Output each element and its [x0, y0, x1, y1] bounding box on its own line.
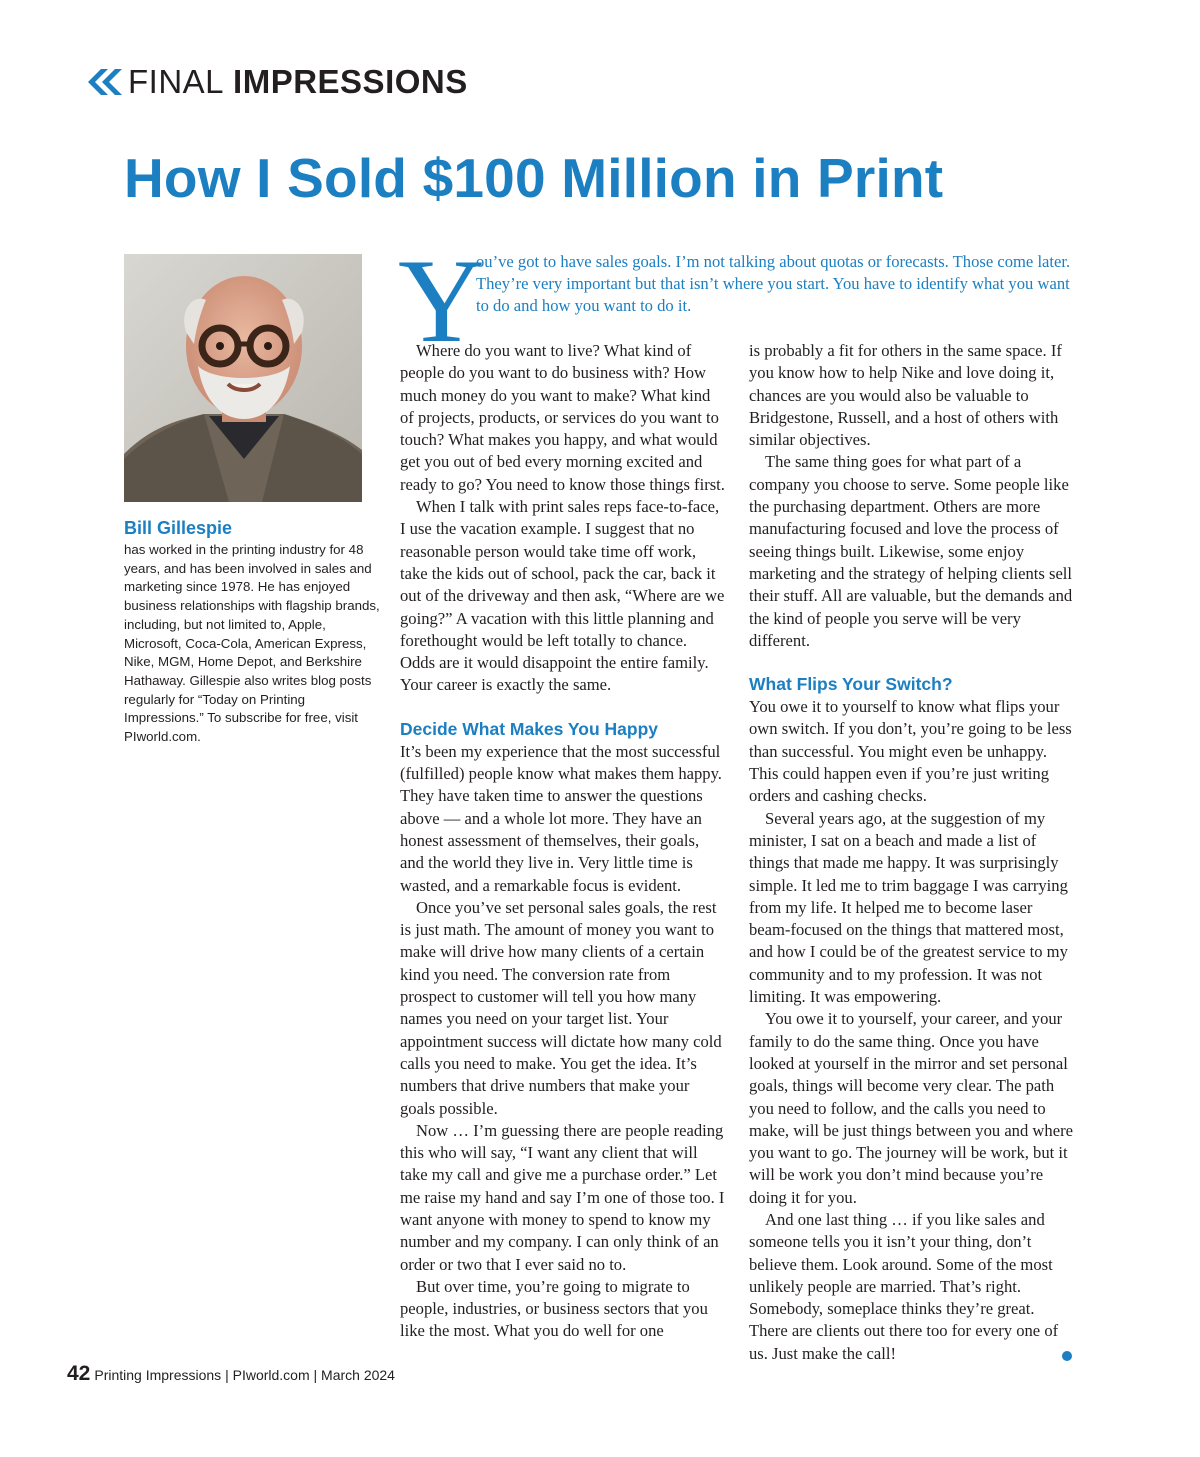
paragraph: You owe it to yourself to know what flips your own switch. If you don’t, you’re going to be less than successful. You might even be unhappy. This could happen even if you’re just writing orders and cashing checks.: [749, 697, 1072, 806]
paragraph: You owe it to yourself, your career, and your family to do the same thing. Once you have looked at yourself in the mirror and set personal goals, things will become very clear. The path you need to follow, and the calls you need to make, will be just things between you and where you want to go. The journey will be work, but it will be work you don’t mind because you’re doing it for you.: [749, 1009, 1073, 1207]
body-column-2: [749, 340, 1074, 1365]
section-label: [88, 60, 468, 104]
page-footer: [67, 1362, 395, 1386]
paragraph: is probably a fit for others in the same space. If you know how to help Nike and love doing it, chances are you would also be valuable to Bridgestone, Russell, and a host of others with similar objectives.: [749, 341, 1062, 450]
paragraph: And one last thing … if you like sales and someone tells you it isn’t your thing, don’t believe them. Look around. Some of the most unlikely people are married. That’s right. Somebody, someplace thinks they’re great. There are clients out there too for every one of us. Just make the call!: [749, 1209, 1059, 1363]
author-bio: has worked in the printing industry for 48 years, and has been involved in sales and marketing since 1978. He has enjoyed business relationships with flagship brands, including, but not limited to, Apple, Microsoft, Coca-Cola, American Express, Nike, MGM, Home Depot, and Berkshire Hathaway. Gillespie also writes blog posts regularly for “Today on Printing Impressions.” To subscribe for free, visit PIworld.com.: [124, 542, 380, 745]
section-label-light: FINAL: [128, 63, 225, 100]
double-chevron-left-icon: [88, 69, 122, 95]
paragraph: It’s been my experience that the most successful (fulfilled) people know what makes them happy. They have taken time to answer the questions above — and a whole lot more. They have an honest assessment of themselves, their goals, and the world they live in. Very little time is wasted, and a remarkable focus is evident.: [400, 741, 722, 895]
subheading: What Flips Your Switch?: [749, 674, 953, 695]
paragraph: Once you’ve set personal sales goals, the rest is just math. The amount of money you want to make will drive how many clients of a certain kind you need. The conversion rate from prospect to customer will tell you how many names you need on your target list. Your appointment success will dictate how many cold calls you need to make. You get the idea. It’s numbers that drive numbers that make your goals possible.: [400, 897, 722, 1118]
author-photo: [124, 254, 362, 502]
body-column-1: [400, 340, 725, 1343]
paragraph: Where do you want to live? What kind of people do you want to do business with? How much money do you want to make? What kind of projects, products, or services do you want to touch? What makes you happy, and what would get you out of bed every morning excited and ready to go? You need to know those things first.: [400, 341, 725, 494]
subheading: Decide What Makes You Happy: [400, 718, 659, 739]
page-number: 42: [67, 1362, 91, 1385]
article-headline: How I Sold $100 Million in Print: [124, 147, 944, 209]
section-label-bold: IMPRESSIONS: [233, 63, 468, 100]
paragraph: The same thing goes for what part of a company you choose to serve. Some people like the purchasing department. Others are more manufacturing focused and love the process of seeing things built. Likewise, some enjoy marketing and the strategy of helping clients sell their stuff. All are valuable, but the demands and the kind of people you serve will be very different.: [749, 452, 1073, 650]
paragraph: But over time, you’re going to migrate to people, industries, or business sectors that you like the most. What you do well for one: [400, 1276, 708, 1341]
end-mark-icon: [1062, 1351, 1072, 1361]
footer-text: Printing Impressions | PIworld.com | March 2024: [94, 1367, 395, 1383]
intro-paragraph: ou’ve got to have sales goals. I’m not talking about quotas or forecasts. Those come later. They’re very important but that isn’t where you start. You have to identify what you want to do and how you want to do it.: [476, 252, 1071, 315]
paragraph: Now … I’m guessing there are people reading this who will say, “I want any client that will take my call and give me a purchase order.” Let me raise my hand and say I’m one of those too. I want anyone with money to spend to know my number and my company. I can only think of an order or two that I ever said no to.: [400, 1120, 725, 1274]
author-name: Bill Gillespie: [124, 518, 233, 538]
drop-cap: Y: [398, 234, 485, 367]
paragraph: When I talk with print sales reps face-to-face, I use the vacation example. I suggest that no reasonable person would take time off work, take the kids out of school, pack the car, back it out of the driveway and then ask, “Where are we going?” A vacation with this little planning and forethought would be left totally to chance. Odds are it would disappoint the entire family. Your career is exactly the same.: [400, 497, 725, 695]
paragraph: Several years ago, at the suggestion of my minister, I sat on a beach and made a list of things that made me happy. It was surprisingly simple. It led me to trim baggage I was carrying from my life. It helped me to become laser beam-focused on the things that mattered most, and how I could be of the greatest service to my community and to my profession. It was not limiting. It was empowering.: [749, 808, 1068, 1007]
